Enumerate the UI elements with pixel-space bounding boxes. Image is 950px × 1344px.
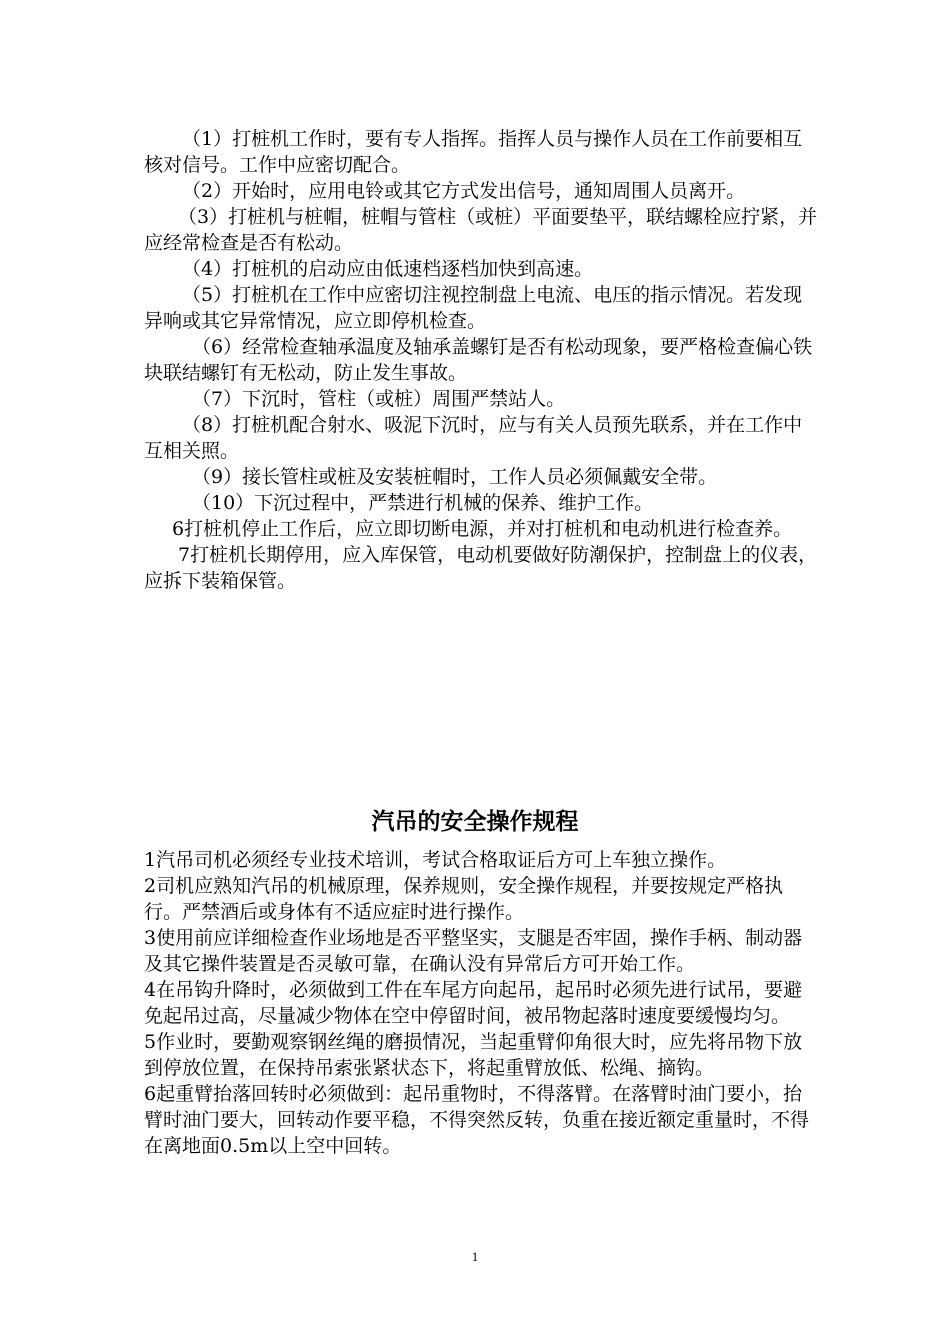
rule-paragraph: （7）下沉时，管柱（或桩）周围严禁站人。 [192,388,566,410]
rule-paragraph: 4在吊钩升降时，必须做到工件在车尾方向起吊，起吊时必须先进行试吊，要避免起吊过高，尽量减少物体在空中停留时间，被吊物起落时速度要缓慢均匀。 [144,979,803,1027]
crane-rules [144,847,819,1159]
rule-paragraph: （9）接长管柱或桩及安装桩帽时，工作人员必须佩戴安全带。 [192,466,718,488]
rule-paragraph: （8）打桩机配合射水、吸泥下沉时，应与有关人员预先联系，并在工作中互相关照。 [144,414,803,462]
rule-paragraph: 6打桩机停止工作后，应立即切断电源，并对打桩机和电动机进行检查养。 [172,518,793,540]
rule-paragraph: （3）打桩机与桩帽，桩帽与管柱（或桩）平面要垫平，联结螺栓应拧紧，并应经常检查是否有松动。 [144,206,818,254]
rule-paragraph: 5作业时，要勤观察钢丝绳的磨损情况，当起重臂仰角很大时，应先将吊物下放到停放位置，在保持吊索张紧状态下，将起重臂放低、松绳、摘钩。 [144,1031,803,1079]
rule-paragraph: （2）开始时，应用电铃或其它方式发出信号，通知周围人员离开。 [182,180,746,202]
rule-paragraph: 2司机应熟知汽吊的机械原理，保养规则，安全操作规程，并要按规定严格执行。严禁酒后或身体有不适应症时进行操作。 [144,875,784,923]
section-title: 汽吊的安全操作规程 [371,809,579,835]
rule-paragraph: （6）经常检查轴承温度及轴承盖螺钉是否有松动现象，要严格检查偏心铁块联结螺钉有无松动，防止发生事故。 [144,336,813,384]
rule-paragraph: （4）打桩机的启动应由低速档逐档加快到高速。 [182,258,594,280]
pile-driver-rules [144,126,819,594]
rule-paragraph: （1）打桩机工作时，要有专人指挥。指挥人员与操作人员在工作前要相互核对信号。工作中应密切配合。 [144,128,803,176]
rule-paragraph: （10）下沉过程中，严禁进行机械的保养、维护工作。 [192,492,654,514]
rule-paragraph: 7打桩机长期停用，应入库保管，电动机要做好防潮保护，控制盘上的仪表，应拆下装箱保管。 [144,544,818,592]
page-number: 1 [471,1249,479,1264]
rule-paragraph: 6起重臂抬落回转时必须做到：起吊重物时，不得落臂。在落臂时油门要小，抬臂时油门要大，回转动作要平稳，不得突然反转，负重在接近额定重量时，不得在离地面0.5m以上空中回转。 [144,1083,810,1157]
rule-paragraph: 1汽吊司机必须经专业技术培训，考试合格取证后方可上车独立操作。 [144,849,727,871]
rule-paragraph: （5）打桩机在工作中应密切注视控制盘上电流、电压的指示情况。若发现异响或其它异常情况，应立即停机检查。 [144,284,803,332]
rule-paragraph: 3使用前应详细检查作业场地是否平整坚实，支腿是否牢固，操作手柄、制动器及其它操件装置是否灵敏可靠，在确认没有异常后方可开始工作。 [144,927,803,975]
